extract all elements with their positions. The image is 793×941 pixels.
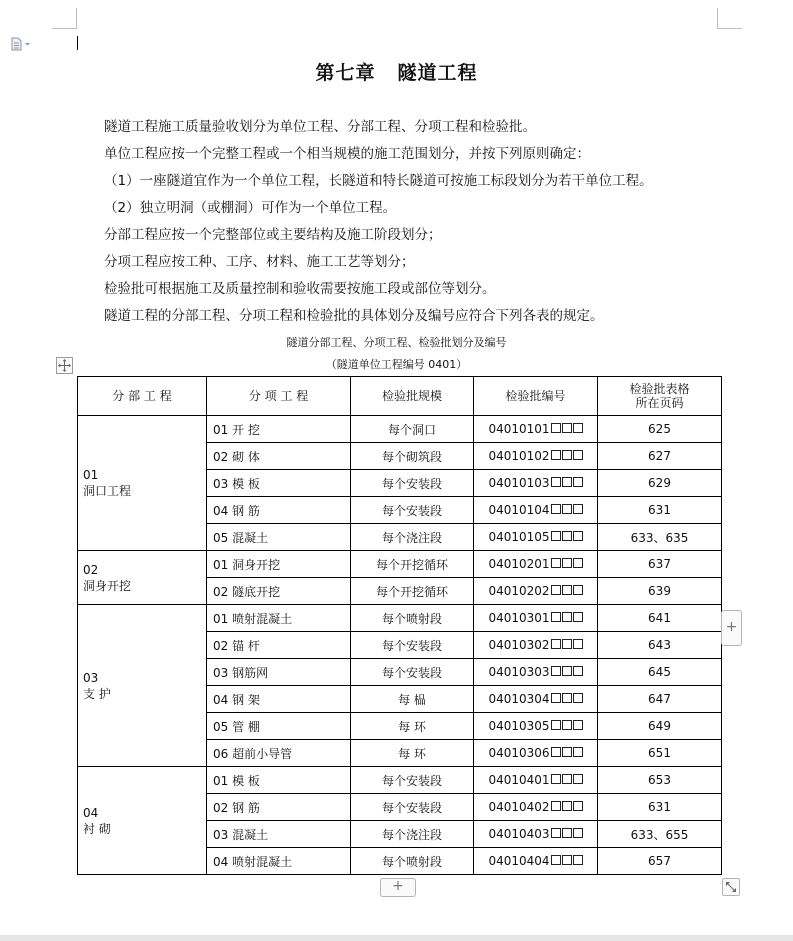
table-row (78, 605, 722, 632)
paragraph: （1）一座隧道宜作为一个单位工程，长隧道和特长隧道可按施工标段划分为若干单位工程。 (104, 173, 653, 189)
form-page-cell: 627 (598, 443, 722, 470)
subitem-cell: 03 钢筋网 (207, 659, 351, 686)
table-header-row (78, 377, 722, 416)
blank-box-icon (562, 828, 572, 838)
batch-code: 04010402 (488, 800, 550, 814)
batch-scale-cell: 每个安装段 (351, 632, 474, 659)
blank-box-icon (562, 531, 572, 541)
move-arrows-icon[interactable] (56, 357, 73, 374)
page-corner-mark (717, 8, 742, 29)
batch-scale-cell: 每个洞口 (351, 416, 474, 443)
table-body (78, 416, 722, 875)
blank-box-icon (551, 828, 561, 838)
batch-scale-cell: 每个开挖循环 (351, 578, 474, 605)
blank-box-icon (551, 585, 561, 595)
blank-box-icon (573, 666, 583, 676)
batch-code-cell (474, 470, 598, 497)
blank-box-icon (551, 747, 561, 757)
form-page-cell: 647 (598, 686, 722, 713)
subitem-cell: 02 钢 筋 (207, 794, 351, 821)
blank-box-icon (562, 720, 572, 730)
subitem-cell: 03 混凝土 (207, 821, 351, 848)
blank-box-icon (551, 693, 561, 703)
batch-scale-cell: 每 环 (351, 713, 474, 740)
form-page-cell: 631 (598, 794, 722, 821)
batch-code-cell (474, 686, 598, 713)
batch-code-cell (474, 740, 598, 767)
header-division: 分 部 工 程 (78, 377, 207, 416)
paragraph: 分项工程应按工种、工序、材料、施工工艺等划分； (104, 254, 415, 270)
subitem-cell: 02 砌 体 (207, 443, 351, 470)
batch-code-cell (474, 659, 598, 686)
batch-code-cell (474, 497, 598, 524)
blank-box-icon (573, 774, 583, 784)
division-code: 02 (83, 562, 99, 577)
batch-code-cell (474, 767, 598, 794)
batch-scale-cell: 每个浇注段 (351, 524, 474, 551)
table-subcaption: （隧道单位工程编号 0401） (325, 358, 468, 371)
division-name: 支 护 (83, 686, 111, 701)
table-row (78, 767, 722, 794)
batch-scale-cell: 每个安装段 (351, 659, 474, 686)
blank-box-icon (573, 531, 583, 541)
subitem-cell: 06 超前小导管 (207, 740, 351, 767)
blank-box-icon (573, 639, 583, 649)
blank-box-icon (551, 423, 561, 433)
form-page-cell: 625 (598, 416, 722, 443)
batch-code: 04010101 (488, 422, 550, 436)
form-page-cell: 645 (598, 659, 722, 686)
blank-box-icon (551, 666, 561, 676)
blank-box-icon (573, 747, 583, 757)
blank-box-icon (573, 585, 583, 595)
blank-box-icon (562, 855, 572, 865)
batch-code-cell (474, 794, 598, 821)
batch-scale-cell: 每 榀 (351, 686, 474, 713)
blank-box-icon (551, 855, 561, 865)
division-code: 03 (83, 670, 99, 685)
blank-box-icon (551, 504, 561, 514)
form-page-cell: 643 (598, 632, 722, 659)
subitem-cell: 02 锚 杆 (207, 632, 351, 659)
form-page-cell: 649 (598, 713, 722, 740)
form-page-cell: 657 (598, 848, 722, 875)
blank-box-icon (562, 558, 572, 568)
batch-scale-cell: 每个开挖循环 (351, 551, 474, 578)
batch-code: 04010304 (488, 692, 550, 706)
batch-code-cell (474, 605, 598, 632)
batch-code: 04010404 (488, 854, 550, 868)
batch-code: 04010306 (488, 746, 550, 760)
blank-box-icon (562, 585, 572, 595)
blank-box-icon (573, 450, 583, 460)
subitem-cell: 01 洞身开挖 (207, 551, 351, 578)
form-page-cell: 653 (598, 767, 722, 794)
subitem-cell: 04 钢 架 (207, 686, 351, 713)
form-page-cell: 629 (598, 470, 722, 497)
batch-scale-cell: 每个浇注段 (351, 821, 474, 848)
subitem-cell: 05 混凝土 (207, 524, 351, 551)
batch-code: 04010104 (488, 503, 550, 517)
chapter-title (0, 58, 793, 85)
paragraph: 分部工程应按一个完整部位或主要结构及施工阶段划分； (104, 227, 442, 243)
batch-code: 04010301 (488, 611, 550, 625)
batch-code-cell (474, 713, 598, 740)
batch-code: 04010302 (488, 638, 550, 652)
blank-box-icon (551, 639, 561, 649)
division-name: 洞口工程 (83, 484, 132, 498)
blank-box-icon (562, 477, 572, 487)
blank-box-icon (573, 720, 583, 730)
blank-box-icon (562, 639, 572, 649)
form-page-cell: 631 (598, 497, 722, 524)
subitem-cell: 01 喷射混凝土 (207, 605, 351, 632)
batch-code: 04010401 (488, 773, 550, 787)
batch-code: 04010103 (488, 476, 550, 490)
bottom-scroll-area (0, 935, 793, 941)
blank-box-icon (551, 774, 561, 784)
form-page-cell: 633、655 (598, 821, 722, 848)
blank-box-icon (551, 531, 561, 541)
blank-box-icon (562, 774, 572, 784)
inspection-batch-table (77, 376, 722, 875)
blank-box-icon (551, 801, 561, 811)
subitem-cell: 04 钢 筋 (207, 497, 351, 524)
batch-scale-cell: 每个安装段 (351, 470, 474, 497)
subitem-cell: 03 模 板 (207, 470, 351, 497)
blank-box-icon (562, 693, 572, 703)
header-form-page: 检验批表格 所在页码 (598, 377, 722, 416)
header-batch-scale: 检验批规模 (351, 377, 474, 416)
batch-code-cell (474, 524, 598, 551)
form-page-cell: 641 (598, 605, 722, 632)
batch-scale-cell: 每 环 (351, 740, 474, 767)
division-name: 洞身开挖 (83, 578, 132, 593)
blank-box-icon (562, 450, 572, 460)
batch-scale-cell: 每个安装段 (351, 497, 474, 524)
batch-scale-cell: 每个砌筑段 (351, 443, 474, 470)
header-batch-code: 检验批编号 (474, 377, 598, 416)
blank-box-icon (573, 828, 583, 838)
blank-box-icon (551, 558, 561, 568)
batch-scale-cell: 每个安装段 (351, 794, 474, 821)
paragraph: （2）独立明洞（或棚洞）可作为一个单位工程。 (104, 200, 397, 216)
blank-box-icon (551, 720, 561, 730)
subitem-cell: 05 管 棚 (207, 713, 351, 740)
blank-box-icon (562, 504, 572, 514)
batch-code-cell (474, 551, 598, 578)
blank-box-icon (562, 747, 572, 757)
chapter-number: 第七章 (315, 62, 376, 84)
blank-box-icon (573, 693, 583, 703)
division-cell (78, 605, 207, 767)
batch-code: 04010303 (488, 665, 550, 679)
form-page-cell: 633、635 (598, 524, 722, 551)
batch-code-cell (474, 416, 598, 443)
paragraph: 隧道工程的分部工程、分项工程和检验批的具体划分及编号应符合下列各表的规定。 (104, 308, 604, 324)
subitem-cell: 04 喷射混凝土 (207, 848, 351, 875)
batch-code-cell (474, 632, 598, 659)
paragraph: 单位工程应按一个完整工程或一个相当规模的施工范围划分，并按下列原则确定： (104, 146, 590, 162)
blank-box-icon (551, 450, 561, 460)
table-row (78, 416, 722, 443)
division-cell (78, 551, 207, 605)
blank-box-icon (573, 801, 583, 811)
form-page-cell: 637 (598, 551, 722, 578)
chapter-name: 隧道工程 (397, 62, 478, 84)
blank-box-icon (551, 477, 561, 487)
batch-scale-cell: 每个喷射段 (351, 605, 474, 632)
resize-diagonal-icon[interactable] (722, 878, 740, 896)
text-cursor (77, 36, 78, 50)
subitem-cell: 01 模 板 (207, 767, 351, 794)
blank-box-icon (551, 612, 561, 622)
batch-code-cell (474, 443, 598, 470)
division-code: 04 (83, 805, 99, 820)
batch-code: 04010202 (488, 584, 550, 598)
subitem-cell: 01 开 挖 (207, 416, 351, 443)
blank-box-icon (562, 666, 572, 676)
header-subitem: 分 项 工 程 (207, 377, 351, 416)
division-cell (78, 416, 207, 551)
add-row-button[interactable]: + (380, 878, 416, 897)
document-menu-icon[interactable] (10, 36, 34, 50)
batch-scale-cell: 每个安装段 (351, 767, 474, 794)
division-name: 衬 砌 (83, 821, 111, 836)
batch-code: 04010105 (488, 530, 550, 544)
form-page-cell: 639 (598, 578, 722, 605)
table-row (78, 551, 722, 578)
blank-box-icon (573, 477, 583, 487)
subitem-cell: 02 隧底开挖 (207, 578, 351, 605)
table-caption: 隧道分部工程、分项工程、检验批划分及编号 (286, 336, 507, 349)
division-code: 01 (83, 468, 99, 482)
blank-box-icon (573, 855, 583, 865)
division-cell (78, 767, 207, 875)
batch-code: 04010102 (488, 449, 550, 463)
blank-box-icon (573, 423, 583, 433)
batch-code: 04010305 (488, 719, 550, 733)
blank-box-icon (573, 612, 583, 622)
blank-box-icon (573, 558, 583, 568)
batch-code: 04010403 (488, 827, 550, 841)
batch-code-cell (474, 578, 598, 605)
batch-code-cell (474, 821, 598, 848)
page-corner-mark (52, 8, 77, 29)
blank-box-icon (562, 423, 572, 433)
paragraph: 检验批可根据施工及质量控制和验收需要按施工段或部位等划分。 (104, 281, 496, 297)
batch-code: 04010201 (488, 557, 550, 571)
form-page-cell: 651 (598, 740, 722, 767)
batch-code-cell (474, 848, 598, 875)
paragraph: 隧道工程施工质量验收划分为单位工程、分部工程、分项工程和检验批。 (104, 119, 536, 135)
batch-scale-cell: 每个喷射段 (351, 848, 474, 875)
blank-box-icon (573, 504, 583, 514)
add-column-button[interactable]: + (721, 610, 742, 646)
blank-box-icon (562, 612, 572, 622)
blank-box-icon (562, 801, 572, 811)
